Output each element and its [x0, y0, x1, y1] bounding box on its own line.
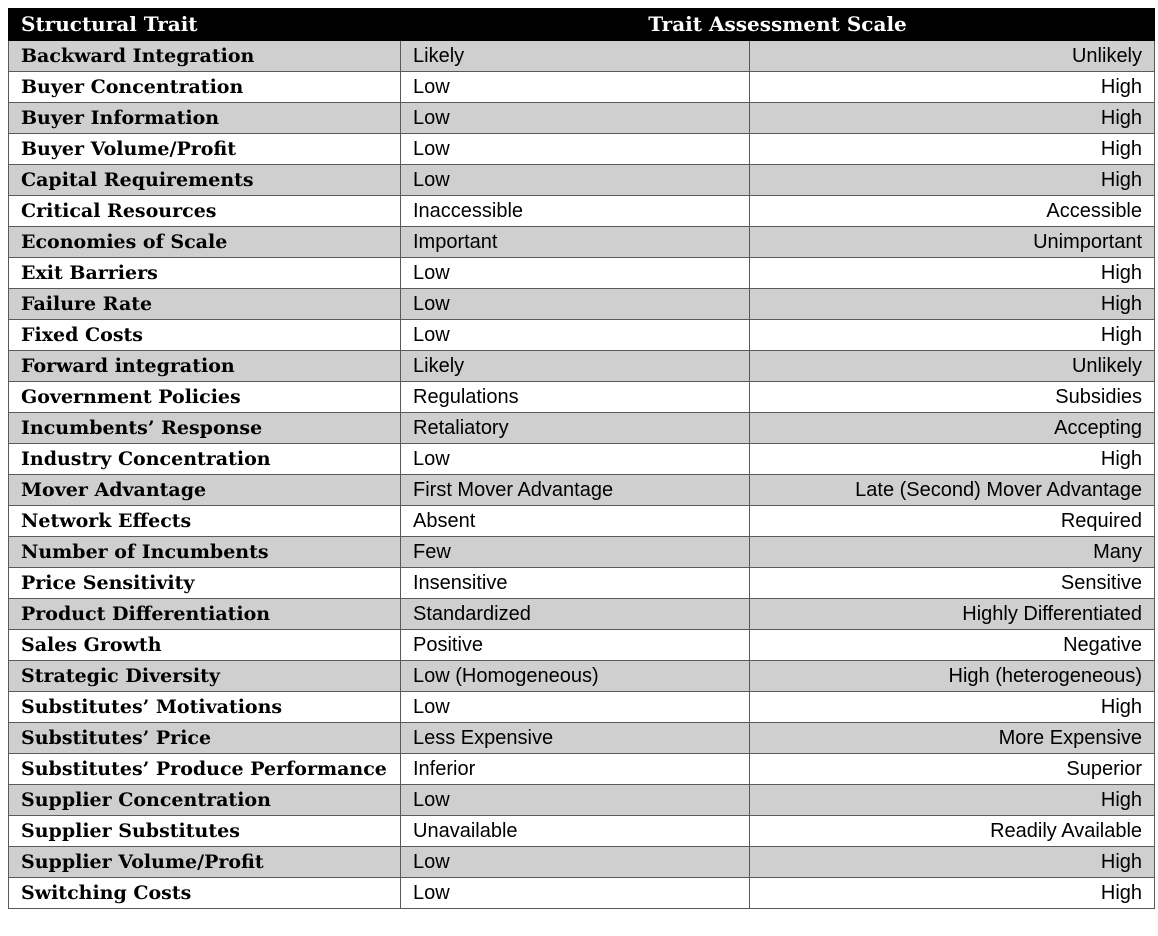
scale-high-cell: Late (Second) Mover Advantage	[750, 475, 1155, 506]
scale-high-cell: Sensitive	[750, 568, 1155, 599]
scale-low-cell: Low	[401, 785, 750, 816]
structural-trait-table	[8, 8, 1155, 909]
scale-low-cell: Low	[401, 165, 750, 196]
scale-low-cell: Important	[401, 227, 750, 258]
scale-high-cell: Unlikely	[750, 351, 1155, 382]
trait-name-cell: Buyer Concentration	[9, 72, 401, 103]
scale-low-cell: Standardized	[401, 599, 750, 630]
scale-low-cell: Low	[401, 72, 750, 103]
scale-low-cell: Inferior	[401, 754, 750, 785]
scale-high-cell: High	[750, 785, 1155, 816]
scale-low-cell: Unavailable	[401, 816, 750, 847]
scale-high-cell: Accessible	[750, 196, 1155, 227]
scale-high-cell: More Expensive	[750, 723, 1155, 754]
scale-low-cell: Likely	[401, 351, 750, 382]
table-row	[9, 382, 1155, 413]
scale-high-cell: Subsidies	[750, 382, 1155, 413]
table-row	[9, 568, 1155, 599]
table-row	[9, 165, 1155, 196]
table-row	[9, 537, 1155, 568]
scale-low-cell: Low	[401, 847, 750, 878]
trait-name-cell: Supplier Volume/Profit	[9, 847, 401, 878]
scale-low-cell: Low	[401, 258, 750, 289]
scale-high-cell: High	[750, 320, 1155, 351]
table-row	[9, 72, 1155, 103]
table-row	[9, 630, 1155, 661]
table-row	[9, 878, 1155, 909]
scale-low-cell: Likely	[401, 41, 750, 72]
scale-high-cell: High	[750, 72, 1155, 103]
table-row	[9, 227, 1155, 258]
trait-name-cell: Network Effects	[9, 506, 401, 537]
scale-low-cell: Inaccessible	[401, 196, 750, 227]
scale-high-cell: Highly Differentiated	[750, 599, 1155, 630]
table-row	[9, 816, 1155, 847]
table-row	[9, 320, 1155, 351]
scale-high-cell: Accepting	[750, 413, 1155, 444]
scale-low-cell: Low	[401, 289, 750, 320]
trait-name-cell: Capital Requirements	[9, 165, 401, 196]
trait-name-cell: Fixed Costs	[9, 320, 401, 351]
scale-low-cell: First Mover Advantage	[401, 475, 750, 506]
trait-name-cell: Substitutes’ Produce Performance	[9, 754, 401, 785]
table-header-row	[9, 9, 1155, 41]
table-body	[9, 41, 1155, 909]
trait-name-cell: Product Differentiation	[9, 599, 401, 630]
scale-high-cell: Required	[750, 506, 1155, 537]
table-row	[9, 785, 1155, 816]
table-row	[9, 723, 1155, 754]
scale-high-cell: High	[750, 289, 1155, 320]
scale-high-cell: High	[750, 878, 1155, 909]
trait-name-cell: Strategic Diversity	[9, 661, 401, 692]
table-row	[9, 692, 1155, 723]
table-row	[9, 289, 1155, 320]
trait-name-cell: Buyer Information	[9, 103, 401, 134]
table-row	[9, 41, 1155, 72]
scale-low-cell: Low	[401, 134, 750, 165]
scale-high-cell: High	[750, 103, 1155, 134]
trait-name-cell: Incumbents’ Response	[9, 413, 401, 444]
table-row	[9, 475, 1155, 506]
scale-high-cell: Superior	[750, 754, 1155, 785]
scale-high-cell: High	[750, 165, 1155, 196]
table-row	[9, 134, 1155, 165]
trait-name-cell: Switching Costs	[9, 878, 401, 909]
scale-low-cell: Few	[401, 537, 750, 568]
trait-name-cell: Supplier Concentration	[9, 785, 401, 816]
scale-low-cell: Regulations	[401, 382, 750, 413]
scale-high-cell: Readily Available	[750, 816, 1155, 847]
scale-high-cell: Many	[750, 537, 1155, 568]
table-row	[9, 599, 1155, 630]
table-row	[9, 754, 1155, 785]
scale-low-cell: Low	[401, 444, 750, 475]
trait-name-cell: Number of Incumbents	[9, 537, 401, 568]
table-row	[9, 506, 1155, 537]
trait-name-cell: Government Policies	[9, 382, 401, 413]
header-structural-trait: Structural Trait	[9, 9, 401, 41]
trait-name-cell: Substitutes’ Motivations	[9, 692, 401, 723]
trait-name-cell: Price Sensitivity	[9, 568, 401, 599]
trait-name-cell: Substitutes’ Price	[9, 723, 401, 754]
trait-name-cell: Failure Rate	[9, 289, 401, 320]
scale-low-cell: Retaliatory	[401, 413, 750, 444]
scale-high-cell: High	[750, 258, 1155, 289]
scale-high-cell: High	[750, 847, 1155, 878]
scale-high-cell: Unlikely	[750, 41, 1155, 72]
trait-name-cell: Exit Barriers	[9, 258, 401, 289]
scale-low-cell: Less Expensive	[401, 723, 750, 754]
trait-name-cell: Economies of Scale	[9, 227, 401, 258]
trait-name-cell: Backward Integration	[9, 41, 401, 72]
table-row	[9, 847, 1155, 878]
scale-high-cell: High	[750, 134, 1155, 165]
scale-high-cell: Negative	[750, 630, 1155, 661]
header-trait-assessment-scale: Trait Assessment Scale	[401, 9, 1155, 41]
scale-low-cell: Low (Homogeneous)	[401, 661, 750, 692]
table-row	[9, 444, 1155, 475]
scale-low-cell: Low	[401, 692, 750, 723]
trait-name-cell: Mover Advantage	[9, 475, 401, 506]
scale-high-cell: Unimportant	[750, 227, 1155, 258]
scale-high-cell: High	[750, 692, 1155, 723]
scale-low-cell: Positive	[401, 630, 750, 661]
scale-high-cell: High	[750, 444, 1155, 475]
trait-name-cell: Supplier Substitutes	[9, 816, 401, 847]
table-row	[9, 661, 1155, 692]
table-row	[9, 413, 1155, 444]
trait-name-cell: Industry Concentration	[9, 444, 401, 475]
table-row	[9, 258, 1155, 289]
scale-low-cell: Low	[401, 103, 750, 134]
trait-name-cell: Critical Resources	[9, 196, 401, 227]
scale-low-cell: Absent	[401, 506, 750, 537]
scale-low-cell: Low	[401, 320, 750, 351]
table-row	[9, 103, 1155, 134]
scale-high-cell: High (heterogeneous)	[750, 661, 1155, 692]
trait-name-cell: Forward integration	[9, 351, 401, 382]
trait-name-cell: Sales Growth	[9, 630, 401, 661]
scale-low-cell: Insensitive	[401, 568, 750, 599]
trait-name-cell: Buyer Volume/Profit	[9, 134, 401, 165]
table-row	[9, 351, 1155, 382]
scale-low-cell: Low	[401, 878, 750, 909]
table-row	[9, 196, 1155, 227]
